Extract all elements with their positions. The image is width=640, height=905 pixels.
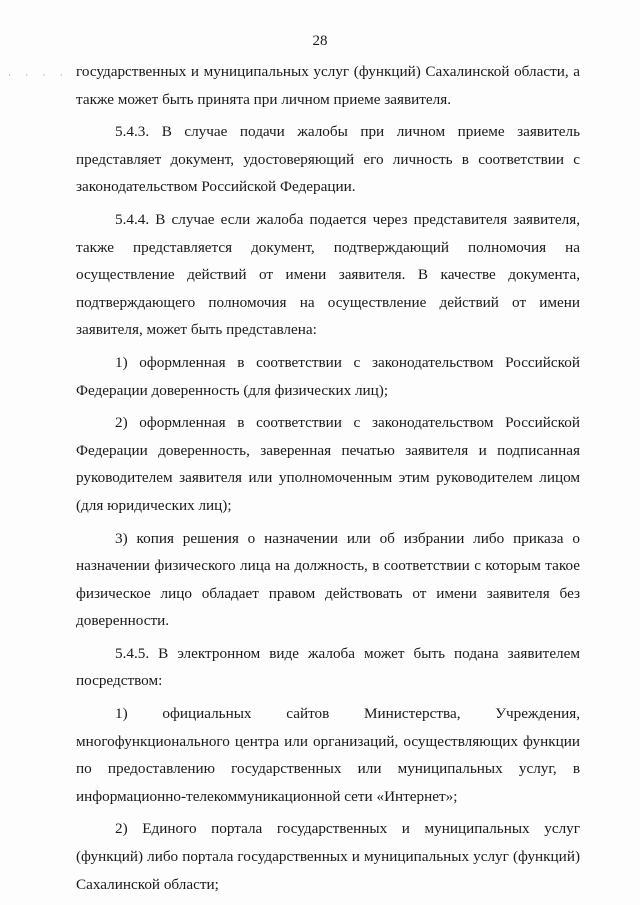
scan-artifact-marks: · · · · <box>8 70 69 80</box>
page-number: 28 <box>312 33 328 49</box>
paragraph-continuation: государственных и муниципальных услуг (функций) Сахалинской области, а также может быть принята при личном приеме заявителя. <box>76 63 580 108</box>
paragraph-5-4-4: 5.4.4. В случае если жалоба подается через представителя заявителя, также представляется документ, подтверждающий полномочия на осуществление действий от имени заявителя. В качестве документа, подтверждающего полномочия на осуществление действий от имени заявителя, может быть представлена: <box>76 210 580 339</box>
list-item-3: 3) копия решения о назначении или об избрании либо приказа о назначении физического лица на должность, в соответствии с которым такое физическое лицо обладает правом действовать от имени заявителя без доверенности. <box>76 529 580 630</box>
electronic-list-item-1: 1) официальных сайтов Министерства, Учреждения, многофункционального центра или организаций, осуществляющих функции по предоставлению государственных или муниципальных услуг, в информационно-телекоммуникационной сети «Интернет»; <box>76 705 580 805</box>
paragraph-5-4-3: 5.4.3. В случае подачи жалобы при личном приеме заявитель представляет документ, удостоверяющий его личность в соответствии с законодательством Российской Федерации. <box>76 123 580 196</box>
list-item-2: 2) оформленная в соответствии с законодательством Российской Федерации доверенность, заверенная печатью заявителя и подписанная руководителем заявителя или уполномоченным этим руководителем лицом (для юридических лиц); <box>76 414 580 514</box>
document-body <box>76 58 580 898</box>
list-item-1: 1) оформленная в соответствии с законодательством Российской Федерации доверенность (для физических лиц); <box>76 353 580 399</box>
electronic-list-item-2: 2) Единого портала государственных и муниципальных услуг (функций) либо портала государственных и муниципальных услуг (функций) Сахалинской области; <box>76 820 580 893</box>
paragraph-5-4-5: 5.4.5. В электронном виде жалоба может быть подана заявителем посредством: <box>76 644 580 690</box>
